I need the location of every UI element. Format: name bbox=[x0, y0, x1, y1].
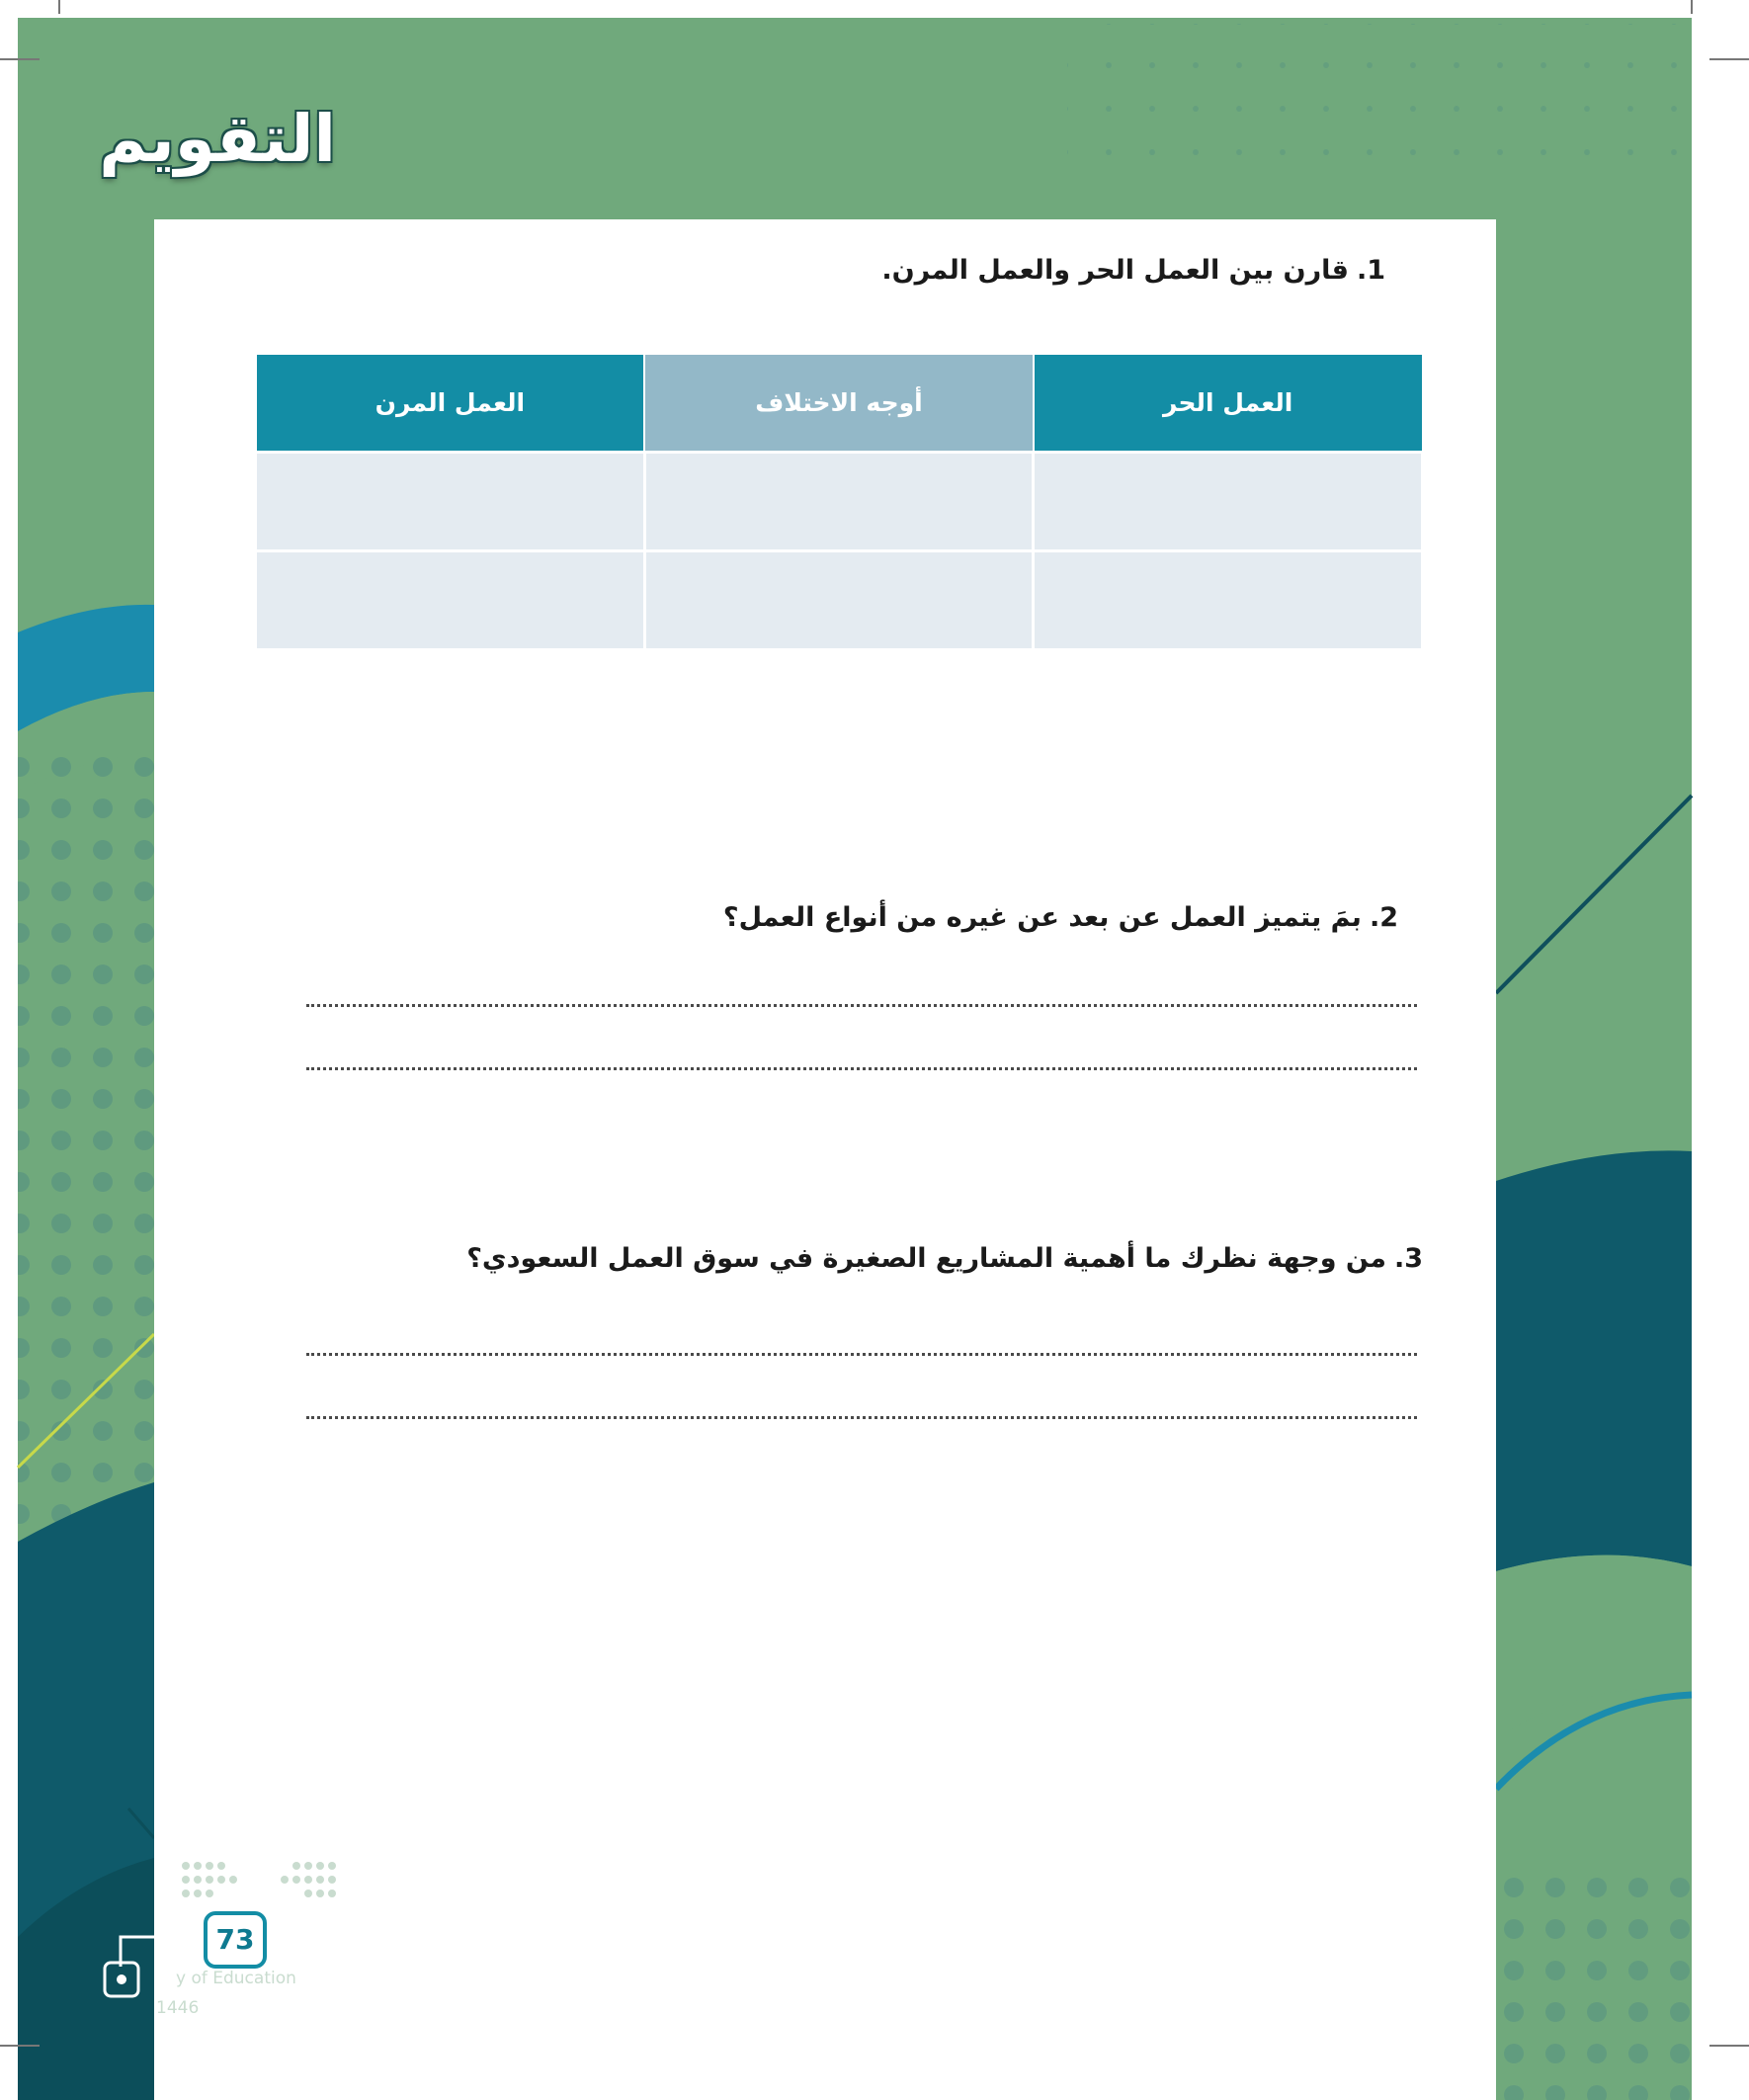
comparison-table bbox=[254, 353, 1424, 651]
ministry-name: y of Education bbox=[176, 1969, 296, 1988]
table-header-flexible: العمل المرن bbox=[256, 354, 645, 453]
question-3 bbox=[466, 1243, 1423, 1274]
ministry-logo-icon bbox=[178, 1858, 356, 1917]
answer-line[interactable] bbox=[306, 1353, 1417, 1356]
table-header-freelance: العمل الحر bbox=[1034, 354, 1423, 453]
logo-frame-icon bbox=[99, 1927, 217, 2006]
table-cell[interactable] bbox=[644, 551, 1034, 650]
table-cell[interactable] bbox=[256, 551, 645, 650]
edition-year: 1446 bbox=[156, 1998, 200, 2018]
question-1 bbox=[881, 255, 1385, 286]
table-row bbox=[256, 453, 1423, 551]
question-2-number: 2. bbox=[1369, 902, 1398, 933]
answer-line[interactable] bbox=[306, 1067, 1417, 1070]
question-2 bbox=[723, 902, 1398, 933]
question-3-text: من وجهة نظرك ما أهمية المشاريع الصغيرة في سوق العمل السعودي؟ bbox=[466, 1243, 1386, 1274]
table-cell[interactable] bbox=[256, 453, 645, 551]
table-cell[interactable] bbox=[1034, 453, 1423, 551]
answer-line[interactable] bbox=[306, 1004, 1417, 1007]
answer-line[interactable] bbox=[306, 1416, 1417, 1419]
table-cell[interactable] bbox=[1034, 551, 1423, 650]
table-row bbox=[256, 551, 1423, 650]
table-cell[interactable] bbox=[644, 453, 1034, 551]
question-2-text: بمَ يتميز العمل عن بعد عن غيره من أنواع العمل؟ bbox=[722, 902, 1362, 933]
question-1-number: 1. bbox=[1356, 255, 1385, 286]
question-1-text: قارن بين العمل الحر والعمل المرن. bbox=[881, 255, 1349, 286]
page-title: التقويم bbox=[99, 101, 336, 177]
table-header-differences: أوجه الاختلاف bbox=[644, 354, 1034, 453]
page-number: 73 bbox=[204, 1911, 267, 1969]
question-3-number: 3. bbox=[1393, 1243, 1423, 1274]
